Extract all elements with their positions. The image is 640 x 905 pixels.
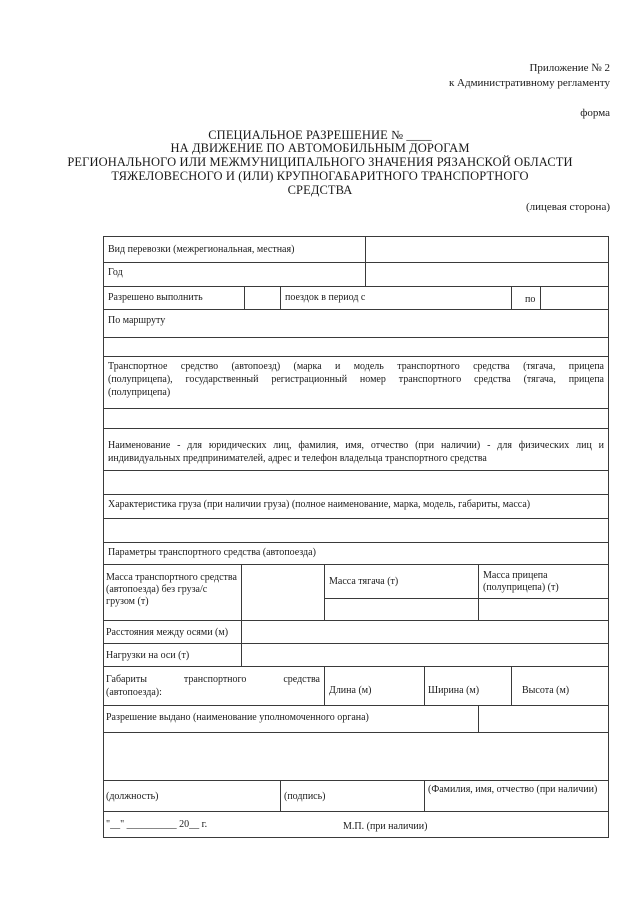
owner-label-line-1: Наименование - для юридических лиц, фамилия, имя, отчество (при наличии) - для физических лиц и: [108, 440, 604, 451]
title-line-1: СПЕЦИАЛЬНОЕ РАЗРЕШЕНИЕ № ____: [208, 128, 432, 142]
mass-tractor-label: Масса тягача (т): [329, 576, 399, 587]
fio-label: (Фамилия, имя, отчество (при наличии): [428, 784, 598, 795]
vehicle-label-line-3: (полуприцепа): [108, 387, 171, 398]
height-label: Высота (м): [522, 685, 570, 696]
axle-load-label: Нагрузки на оси (т): [106, 650, 190, 661]
cargo-label: Характеристика груза (при наличии груза) (полное наименование, марка, модель, габариты, масса): [108, 499, 531, 510]
title-line-4: ТЯЖЕЛОВЕСНОГО И (ИЛИ) КРУПНОГАБАРИТНОГО ТРАНСПОРТНОГО: [111, 169, 529, 183]
mass-vehicle-label: Масса транспортного средства (автопоезда) без груза/с грузом (т): [106, 572, 237, 607]
face-side-label: (лицевая сторона): [525, 201, 610, 213]
length-label: Длина (м): [329, 685, 372, 696]
appendix-label: Приложение № 2: [529, 62, 610, 74]
regulation-label: к Административному регламенту: [448, 77, 610, 89]
date-field: "__" __________ 20__ г.: [106, 819, 208, 830]
mass-trailer-label: Масса прицепа (полуприцепа) (т): [483, 570, 559, 593]
permit-form-table: [103, 236, 609, 838]
route-label: По маршруту: [108, 315, 166, 326]
border-left: [103, 236, 104, 838]
vehicle-label-line-2: (полуприцепа), государственный регистрационный номер транспортного средства (тягача, прицепа: [108, 374, 604, 385]
dimensions-label-line-1: Габариты транспортного средства: [106, 674, 320, 685]
allowed-label: Разрешено выполнить: [108, 292, 203, 303]
to-label: по: [525, 294, 536, 305]
border-bottom: [103, 837, 609, 838]
title-line-5: СРЕДСТВА: [287, 183, 353, 197]
title-line-2: НА ДВИЖЕНИЕ ПО АВТОМОБИЛЬНЫМ ДОРОГАМ: [170, 141, 470, 155]
dimensions-label-line-2: (автопоезда):: [106, 687, 162, 698]
position-label: (должность): [106, 791, 159, 802]
axle-distance-label: Расстояния между осями (м): [106, 627, 229, 638]
form-label: форма: [580, 107, 610, 119]
title-line-3: РЕГИОНАЛЬНОГО ИЛИ МЕЖМУНИЦИПАЛЬНОГО ЗНАЧЕНИЯ РЯЗАНСКОЙ ОБЛАСТИ: [67, 155, 573, 169]
owner-label-line-2: индивидуальных предпринимателей, адрес и телефон владельца транспортного средства: [108, 453, 487, 464]
params-label: Параметры транспортного средства (автопоезда): [108, 547, 316, 558]
border-top: [103, 236, 609, 237]
border-right: [608, 236, 609, 838]
issued-label: Разрешение выдано (наименование уполномоченного органа): [106, 712, 369, 723]
stamp-label: М.П. (при наличии): [343, 821, 428, 832]
year-label: Год: [108, 267, 123, 278]
width-label: Ширина (м): [428, 685, 480, 696]
signature-label: (подпись): [284, 791, 326, 802]
transport-type-label: Вид перевозки (межрегиональная, местная): [108, 244, 295, 255]
trips-period-label: поездок в период с: [285, 292, 366, 303]
vehicle-label-line-1: Транспортное средство (автопоезд) (марка и модель транспортного средства (тягача, прицепа: [108, 361, 604, 372]
